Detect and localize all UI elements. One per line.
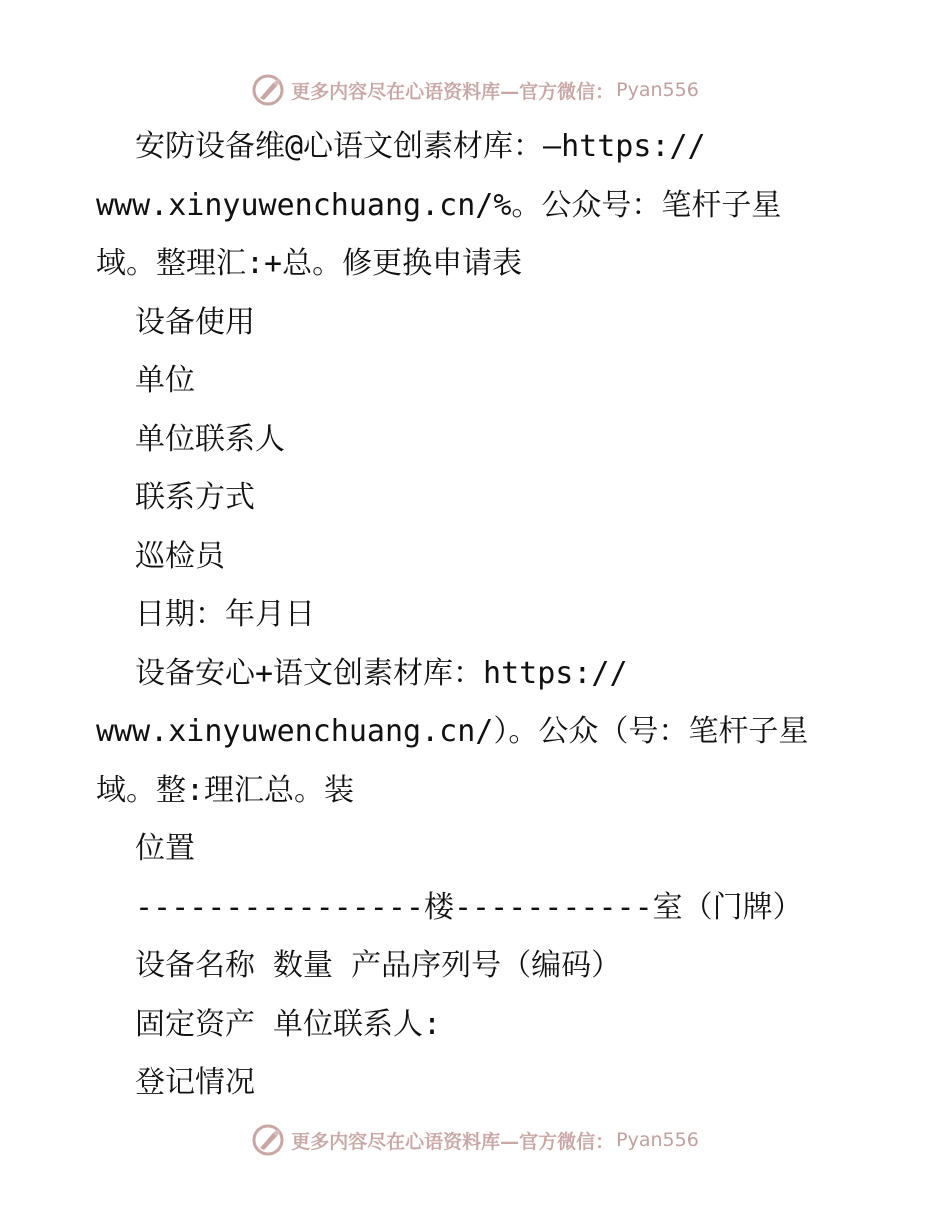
document-body bbox=[96, 118, 856, 1113]
paragraph-install: 设备安心+语文创素材库：https:// www.xinyuwenchuang.cn/）。公众（号：笔杆子星 域。整:理汇总。装 bbox=[96, 655, 809, 808]
paragraph-date: 日期：年月日 bbox=[135, 597, 315, 632]
paragraph-device-columns: 设备名称 数量 产品序列号（编码） bbox=[135, 948, 622, 983]
paragraph-unit-contact: 单位联系人 bbox=[135, 421, 285, 457]
watermark-footer bbox=[0, 1120, 950, 1160]
paragraph-room: ----------------楼-----------室（门牌） bbox=[135, 889, 803, 925]
paragraph-contact-method: 联系方式 bbox=[135, 480, 255, 515]
paragraph-location: 位置 bbox=[135, 831, 195, 866]
watermark-text: 更多内容尽在心语资料库—官方微信： bbox=[291, 1130, 615, 1153]
paragraph-title: 安防设备维@心语文创素材库：—https:// www.xinyuwenchuang.cn/%。公众号：笔杆子星 域。整理汇:+总。修更换申请表 bbox=[96, 129, 782, 281]
paragraph-registration: 登记情况 bbox=[135, 1065, 255, 1100]
paragraph-fixed-assets: 固定资产 单位联系人: bbox=[135, 1006, 442, 1042]
watermark-text: 更多内容尽在心语资料库—官方微信： bbox=[291, 80, 615, 103]
paragraph-device-user: 设备使用 bbox=[135, 304, 255, 340]
paragraph-unit: 单位 bbox=[135, 363, 195, 398]
watermark-handle: Pyan556 bbox=[616, 79, 699, 101]
brand-logo-icon bbox=[251, 1123, 285, 1157]
watermark-header bbox=[0, 70, 950, 110]
paragraph-inspector: 巡检员 bbox=[135, 538, 225, 574]
brand-logo-icon bbox=[251, 73, 285, 107]
watermark-handle: Pyan556 bbox=[616, 1129, 699, 1151]
